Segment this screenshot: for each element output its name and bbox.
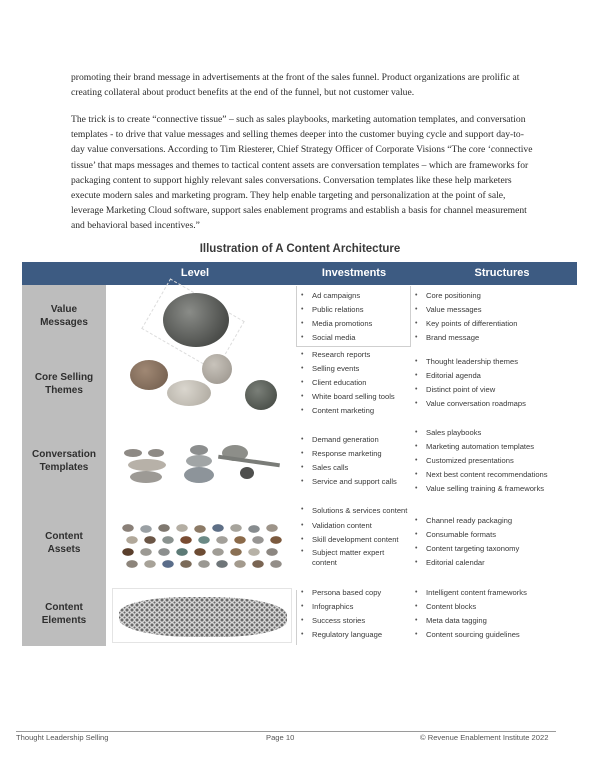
level-label-line: Core Selling: [34, 372, 94, 383]
level-label-core-selling-themes: [22, 371, 106, 397]
list-item: • Key points of differentiation: [414, 317, 574, 331]
level-label-line: Themes: [45, 385, 83, 396]
footer-divider: [16, 731, 556, 732]
gravel-image: [112, 588, 292, 643]
stone-icon: [163, 293, 229, 347]
list-item: • Content sourcing guidelines: [414, 628, 574, 642]
divider: [296, 286, 297, 346]
level-label-line: Conversation: [32, 449, 96, 460]
stone-icon: [240, 467, 254, 479]
list-item: • Brand message: [414, 331, 574, 345]
list-item: • Media promotions: [300, 317, 412, 331]
list-item: • Ad campaigns: [300, 289, 412, 303]
footer-copyright: © Revenue Enablement Institute 2022: [420, 733, 549, 742]
list-item: • Consumable formats: [414, 528, 574, 542]
level-label-content-elements: [22, 601, 106, 627]
divider: [296, 346, 411, 347]
list-item: • Value conversation roadmaps: [414, 397, 574, 411]
stone-icon: [167, 380, 211, 406]
stone-icon: [148, 449, 164, 457]
investments-list-content-assets: [300, 505, 408, 571]
structures-list-value-messages: [414, 289, 574, 345]
list-item: • Solutions & services content: [300, 505, 408, 516]
paragraph-1: promoting their brand message in advertisements at the front of the sales funnel. Product organizations are prolific at creating collateral about product benefits at the end of the funnel, but not customer value.: [71, 72, 520, 99]
stone-icon: [186, 455, 212, 467]
level-label-line: Content: [45, 602, 83, 613]
table-header: [22, 262, 577, 285]
footer-page-number: Page 10: [266, 733, 295, 742]
list-item: • Sales calls: [300, 461, 412, 475]
level-label-content-assets: [22, 530, 106, 556]
list-item: • Infographics: [300, 600, 412, 614]
large-stone-image: [148, 288, 238, 358]
balance-plank: [218, 455, 280, 468]
stone-icon: [130, 360, 168, 390]
list-item: • Success stories: [300, 614, 412, 628]
list-item: • Core positioning: [414, 289, 574, 303]
list-item: • White board selling tools: [300, 390, 412, 404]
stone-icon: [124, 449, 142, 457]
list-item: • Research reports: [300, 348, 412, 362]
structures-list-content-elements: [414, 586, 574, 642]
list-item: • Content targeting taxonomy: [414, 542, 574, 556]
investments-list-value-messages: [300, 289, 412, 345]
list-item: • Social media: [300, 331, 412, 345]
list-item: • Service and support calls: [300, 475, 412, 489]
level-label-line: Templates: [39, 462, 89, 473]
list-item: • Content marketing: [300, 404, 412, 418]
stone-icon: [202, 354, 232, 384]
list-item: • Content blocks: [414, 600, 574, 614]
structures-list-content-assets: [414, 514, 574, 570]
figure-title: Illustration of A Content Architecture: [199, 243, 401, 255]
list-item: • Validation content: [300, 519, 408, 533]
divider: [296, 590, 297, 645]
list-item: • Client education: [300, 376, 412, 390]
list-item: • Regulatory language: [300, 628, 412, 642]
list-item: • Subject matter expert content: [300, 547, 408, 568]
level-label-value-messages: [22, 303, 106, 329]
list-item: • Marketing automation templates: [414, 440, 574, 454]
structures-list-conversation-templates: [414, 426, 574, 496]
list-item: • Thought leadership themes: [414, 355, 574, 369]
level-label-conversation-templates: [22, 448, 106, 474]
investments-list-core-selling-themes: [300, 348, 412, 418]
list-item: • Skill development content: [300, 533, 408, 547]
structures-list-core-selling-themes: [414, 355, 574, 411]
list-item: • Next best content recommendations: [414, 468, 574, 482]
level-label-line: Value: [50, 304, 78, 315]
list-item: • Meta data tagging: [414, 614, 574, 628]
list-item: • Editorial calendar: [414, 556, 574, 570]
investments-list-content-elements: [300, 586, 412, 642]
level-label-line: Elements: [41, 615, 87, 626]
list-item: • Public relations: [300, 303, 412, 317]
paragraph-2: The trick is to create “connective tissue” – such as sales playbooks, marketing automation templates, and conversation templates - to drive that value messages and selling themes deeper into the customer buying cycle and support day-to-day value conversations. According to Tim Riesterer, Chief Strategy Officer of Corporate Visions “The core ‘connective tissue’ that maps messages and themes to tactical content assets are conversation templates – which are frameworks for packaging content to support highly relevant sales conversations. Conversation templates like these help marketers execute modern sales and marketing program. They help enable targeting and personalization at the point of sale, leverage Marketing Cloud software, support sales enablement programs and establish a basis for channel measurement and behavioral based incentives.”: [71, 114, 533, 232]
column-header-structures: Structures: [474, 267, 530, 279]
stone-icon: [190, 445, 208, 455]
investments-list-conversation-templates: [300, 433, 412, 489]
list-item: • Sales playbooks: [414, 426, 574, 440]
list-item: • Intelligent content frameworks: [414, 586, 574, 600]
column-header-investments: Investments: [321, 267, 387, 279]
stone-icon: [245, 380, 277, 410]
list-item: • Demand generation: [300, 433, 412, 447]
list-item: • Value messages: [414, 303, 574, 317]
four-stones-image: [125, 350, 285, 415]
list-item: • Selling events: [300, 362, 412, 376]
list-item: • Value selling training & frameworks: [414, 482, 574, 496]
list-item: • Channel ready packaging: [414, 514, 574, 528]
pebbles-pattern: [118, 522, 290, 570]
list-item: • Persona based copy: [300, 586, 412, 600]
list-item: • Response marketing: [300, 447, 412, 461]
stone-icon: [184, 467, 214, 483]
level-label-line: Messages: [40, 317, 88, 328]
gravel-texture: [119, 597, 287, 637]
list-item: • Distinct point of view: [414, 383, 574, 397]
level-label-line: Content: [45, 531, 83, 542]
pebbles-image: [118, 522, 290, 570]
list-item: • Customized presentations: [414, 454, 574, 468]
list-item: • Editorial agenda: [414, 369, 574, 383]
stacked-stones-image: [118, 437, 290, 487]
level-label-line: Assets: [47, 544, 81, 555]
stone-icon: [128, 459, 166, 471]
footer-document-title: Thought Leadership Selling: [16, 733, 109, 742]
column-header-level: Level: [180, 267, 210, 279]
stone-icon: [130, 471, 162, 483]
